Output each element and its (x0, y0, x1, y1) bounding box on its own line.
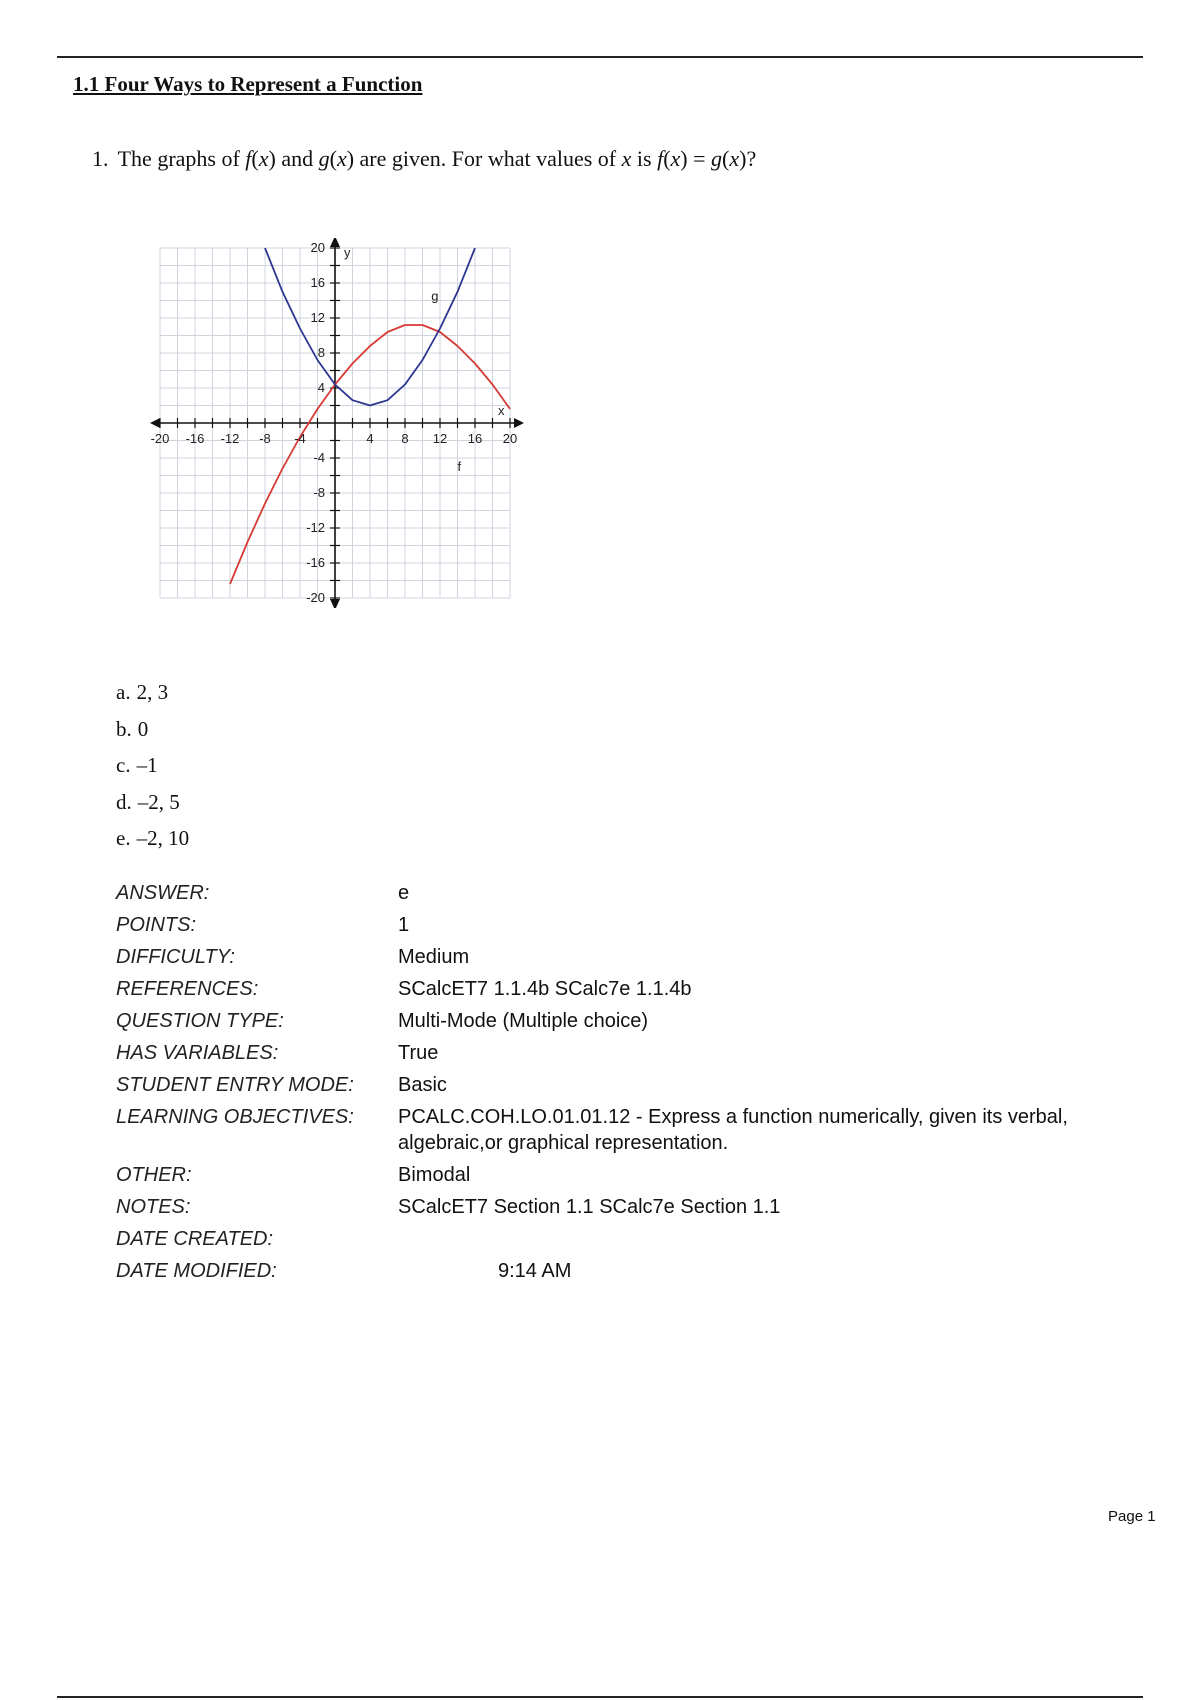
question-part: The graphs of (117, 146, 246, 171)
choice-d (116, 790, 189, 827)
meta-row-references (116, 976, 1146, 1002)
x-tick-label: 12 (432, 431, 448, 446)
meta-row-learning-objectives (116, 1104, 1146, 1156)
meta-row-answer (116, 880, 1146, 906)
choice-letter: c. (116, 753, 131, 777)
x-tick-label: 16 (467, 431, 483, 446)
choice-text: 0 (137, 716, 149, 741)
meta-value: e (398, 882, 410, 904)
y-tick-label: 12 (310, 310, 325, 325)
y-tick-label: -12 (306, 520, 325, 535)
meta-label: LEARNING OBJECTIVES: (116, 1106, 354, 1128)
meta-value: PCALC.COH.LO.01.01.12 - Express a function numerically, given its verbal, algebraic,or graphical representation. (398, 1106, 1068, 1154)
meta-row-other (116, 1162, 1146, 1188)
meta-value: 1 (398, 914, 410, 936)
meta-label: OTHER: (116, 1164, 192, 1186)
question-part: x (258, 146, 269, 171)
meta-label: DIFFICULTY: (116, 946, 235, 968)
meta-row-student-entry-mode (116, 1072, 1146, 1098)
question-part: f (245, 146, 252, 171)
x-tick-label: 20 (502, 431, 518, 446)
meta-row-difficulty (116, 944, 1146, 970)
y-tick-label: 16 (310, 275, 325, 290)
meta-row-date-created (116, 1226, 1146, 1252)
x-tick-label: -4 (294, 431, 306, 446)
meta-value: True (398, 1042, 439, 1064)
y-tick-label: 4 (317, 380, 325, 395)
choice-letter: e. (116, 826, 131, 850)
question-text (92, 146, 756, 172)
meta-label: ANSWER: (116, 882, 210, 904)
x-tick-label: -16 (185, 431, 205, 446)
answer-choices (116, 680, 189, 863)
question-part: ( (329, 146, 337, 171)
question-metadata (116, 880, 1146, 1290)
y-axis-label: y (344, 244, 351, 260)
y-axis-arrow-icon (330, 599, 340, 608)
x-tick-label: 8 (401, 431, 409, 446)
meta-row-points (116, 912, 1146, 938)
question-part: is (631, 146, 658, 171)
question-part: ) = (680, 146, 712, 171)
meta-label: POINTS: (116, 914, 197, 936)
y-tick-label: -4 (313, 450, 325, 465)
top-rule (57, 56, 1143, 58)
meta-value: Bimodal (398, 1164, 471, 1186)
y-tick-label: -16 (306, 555, 325, 570)
curve-label-f: f (457, 459, 462, 475)
question-part: g (318, 146, 330, 171)
meta-label: HAS VARIABLES: (116, 1042, 279, 1064)
question-part: x (670, 146, 681, 171)
question-part: ) are given. For what values of (346, 146, 622, 171)
meta-value: Multi-Mode (Multiple choice) (398, 1010, 649, 1032)
choice-c (116, 753, 189, 790)
meta-label: QUESTION TYPE: (116, 1010, 284, 1032)
y-tick-label: -20 (306, 590, 325, 605)
meta-value: SCalcET7 1.1.4b SCalc7e 1.1.4b (398, 978, 692, 1000)
question-part: x (336, 146, 347, 171)
meta-value: 9:14 AM (498, 1260, 572, 1282)
choice-text: –2, 5 (137, 789, 180, 814)
y-tick-label: 20 (310, 240, 325, 255)
x-tick-label: -20 (150, 431, 170, 446)
meta-label: DATE CREATED: (116, 1228, 274, 1250)
question-part: )? (739, 146, 757, 171)
graph-axes (150, 238, 524, 608)
choice-text: –1 (136, 753, 158, 777)
meta-row-question-type (116, 1008, 1146, 1034)
function-graph (140, 238, 540, 608)
section-title: 1.1 Four Ways to Represent a Function (73, 72, 423, 96)
x-tick-label: -12 (220, 431, 240, 446)
meta-label: REFERENCES: (116, 978, 259, 1000)
question-part: x (621, 146, 632, 171)
x-tick-label: 4 (366, 431, 374, 446)
choice-text: –2, 10 (136, 826, 190, 850)
meta-value: SCalcET7 Section 1.1 SCalc7e Section 1.1 (398, 1196, 781, 1218)
curve-label-g: g (431, 288, 439, 304)
meta-row-has-variables (116, 1040, 1146, 1066)
question-number: 1. (92, 146, 109, 171)
question-part: f (657, 146, 664, 171)
meta-row-notes (116, 1194, 1146, 1220)
question-part: ( (663, 146, 671, 171)
choice-e (116, 826, 189, 863)
meta-label: NOTES: (116, 1196, 191, 1218)
x-axis-arrow-icon (150, 418, 160, 428)
choice-b (116, 717, 189, 754)
meta-row-date-modified (116, 1258, 1146, 1284)
choice-letter: a. (116, 680, 131, 704)
meta-value: Medium (398, 946, 470, 968)
meta-value (398, 1226, 1146, 1252)
choice-letter: d. (116, 789, 132, 814)
choice-text: 2, 3 (136, 680, 169, 704)
question-part: x (729, 146, 740, 171)
x-axis-arrow-icon (514, 418, 524, 428)
x-tick-label: -8 (259, 431, 271, 446)
question-part: ) and (268, 146, 319, 171)
meta-label: STUDENT ENTRY MODE: (116, 1074, 354, 1096)
meta-value: Basic (398, 1074, 447, 1096)
choice-a (116, 680, 189, 717)
y-axis-arrow-icon (330, 238, 340, 247)
choice-letter: b. (116, 716, 132, 741)
x-axis-label: x (498, 403, 505, 418)
page-number: Page 1 (1108, 1508, 1156, 1525)
question-part: ( (251, 146, 259, 171)
y-tick-label: 8 (317, 345, 325, 360)
question-part: g (711, 146, 723, 171)
y-tick-label: -8 (313, 485, 325, 500)
question-part: ( (722, 146, 730, 171)
meta-label: DATE MODIFIED: (116, 1260, 277, 1282)
bottom-rule (57, 1696, 1143, 1698)
